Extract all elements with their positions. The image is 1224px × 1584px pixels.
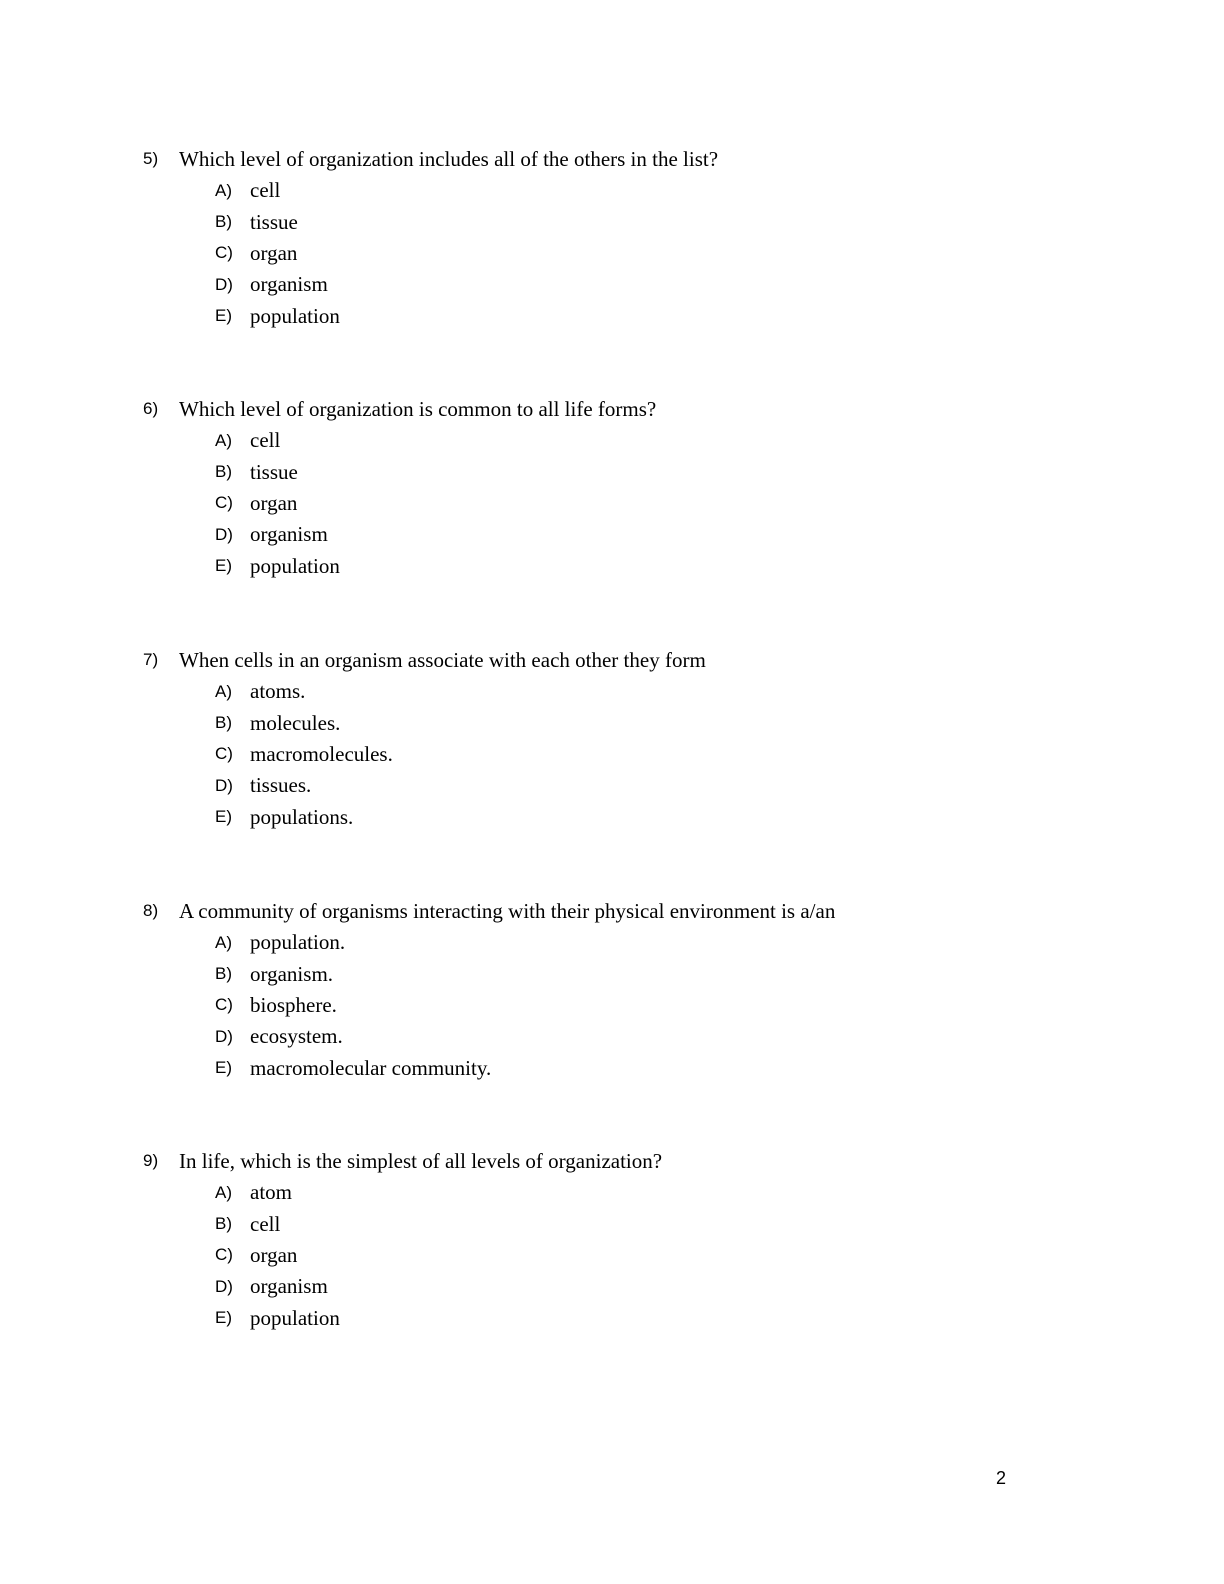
option-letter: D) (215, 1276, 233, 1296)
option-text: tissue (250, 459, 298, 484)
answer-option-b (215, 206, 1063, 237)
option-letter: D) (215, 274, 233, 294)
question-9 (143, 1145, 1063, 1334)
option-text: atoms. (250, 679, 306, 704)
answer-option-c (215, 1240, 1063, 1271)
question-7 (143, 644, 1063, 833)
option-text: biosphere. (250, 992, 337, 1017)
question-number: 8) (143, 901, 159, 920)
answer-option-b (215, 707, 1063, 738)
answer-option-c (215, 990, 1063, 1021)
option-text: organ (250, 1242, 298, 1267)
answer-option-c (215, 739, 1063, 770)
answer-option-a (215, 175, 1063, 206)
option-text: atom (250, 1180, 292, 1205)
option-letter: A) (215, 681, 232, 701)
answer-option-a (215, 1177, 1063, 1208)
question-stem (143, 393, 1063, 425)
option-text: organ (250, 490, 298, 515)
option-letter: B) (215, 964, 232, 984)
option-text: organism (250, 272, 328, 297)
question-stem (143, 895, 1063, 927)
answer-options (143, 1177, 1063, 1334)
option-text: tissues. (250, 773, 312, 798)
question-number: 5) (143, 149, 159, 168)
answer-options (143, 425, 1063, 582)
question-8 (143, 895, 1063, 1084)
option-letter: A) (215, 430, 232, 450)
option-text: tissue (250, 209, 298, 234)
answer-option-b (215, 1208, 1063, 1239)
answer-option-e (215, 551, 1063, 582)
option-letter: C) (215, 493, 233, 513)
option-text: organ (250, 240, 298, 265)
question-text: Which level of organization is common to all life forms? (179, 396, 657, 421)
option-letter: E) (215, 1058, 232, 1078)
answer-option-d (215, 1271, 1063, 1302)
option-letter: E) (215, 306, 232, 326)
option-text: populations. (250, 804, 354, 829)
option-text: organism (250, 522, 328, 547)
option-letter: B) (215, 212, 232, 232)
option-letter: E) (215, 807, 232, 827)
option-text: ecosystem. (250, 1024, 343, 1049)
answer-options (143, 927, 1063, 1084)
option-letter: A) (215, 180, 232, 200)
answer-option-d (215, 1021, 1063, 1052)
question-text: In life, which is the simplest of all levels of organization? (179, 1148, 663, 1173)
option-letter: E) (215, 556, 232, 576)
question-stem (143, 143, 1063, 175)
page-number: 2 (996, 1468, 1007, 1488)
question-stem (143, 644, 1063, 676)
option-letter: B) (215, 1214, 232, 1234)
question-text: Which level of organization includes all of the others in the list? (179, 146, 719, 171)
option-letter: C) (215, 1245, 233, 1265)
option-text: population. (250, 930, 346, 955)
option-text: population (250, 1305, 340, 1330)
option-text: cell (250, 1211, 281, 1236)
question-number: 7) (143, 650, 159, 669)
answer-option-b (215, 958, 1063, 989)
option-letter: E) (215, 1308, 232, 1328)
answer-option-b (215, 456, 1063, 487)
question-6 (143, 393, 1063, 582)
answer-options (143, 676, 1063, 833)
answer-option-c (215, 488, 1063, 519)
answer-options (143, 175, 1063, 332)
option-letter: C) (215, 243, 233, 263)
option-text: cell (250, 428, 281, 453)
question-number: 9) (143, 1151, 159, 1170)
question-5 (143, 143, 1063, 332)
option-letter: B) (215, 713, 232, 733)
option-text: population (250, 303, 340, 328)
option-letter: D) (215, 524, 233, 544)
question-stem (143, 1145, 1063, 1177)
answer-option-a (215, 927, 1063, 958)
option-text: cell (250, 178, 281, 203)
answer-option-d (215, 770, 1063, 801)
option-letter: B) (215, 462, 232, 482)
option-letter: D) (215, 1026, 233, 1046)
question-text: When cells in an organism associate with each other they form (179, 647, 706, 672)
option-letter: A) (215, 1182, 232, 1202)
option-text: macromolecular community. (250, 1055, 492, 1080)
answer-option-a (215, 676, 1063, 707)
answer-option-e (215, 301, 1063, 332)
option-text: macromolecules. (250, 741, 393, 766)
answer-option-e (215, 1303, 1063, 1334)
question-number: 6) (143, 399, 159, 418)
option-text: organism. (250, 961, 334, 986)
answer-option-c (215, 238, 1063, 269)
answer-option-e (215, 1053, 1063, 1084)
answer-option-a (215, 425, 1063, 456)
option-text: organism (250, 1274, 328, 1299)
question-text: A community of organisms interacting with their physical environment is a/an (179, 898, 836, 923)
option-text: molecules. (250, 710, 341, 735)
option-text: population (250, 553, 340, 578)
answer-option-d (215, 519, 1063, 550)
answer-option-e (215, 802, 1063, 833)
option-letter: D) (215, 775, 233, 795)
option-letter: C) (215, 744, 233, 764)
option-letter: A) (215, 932, 232, 952)
option-letter: C) (215, 995, 233, 1015)
answer-option-d (215, 269, 1063, 300)
